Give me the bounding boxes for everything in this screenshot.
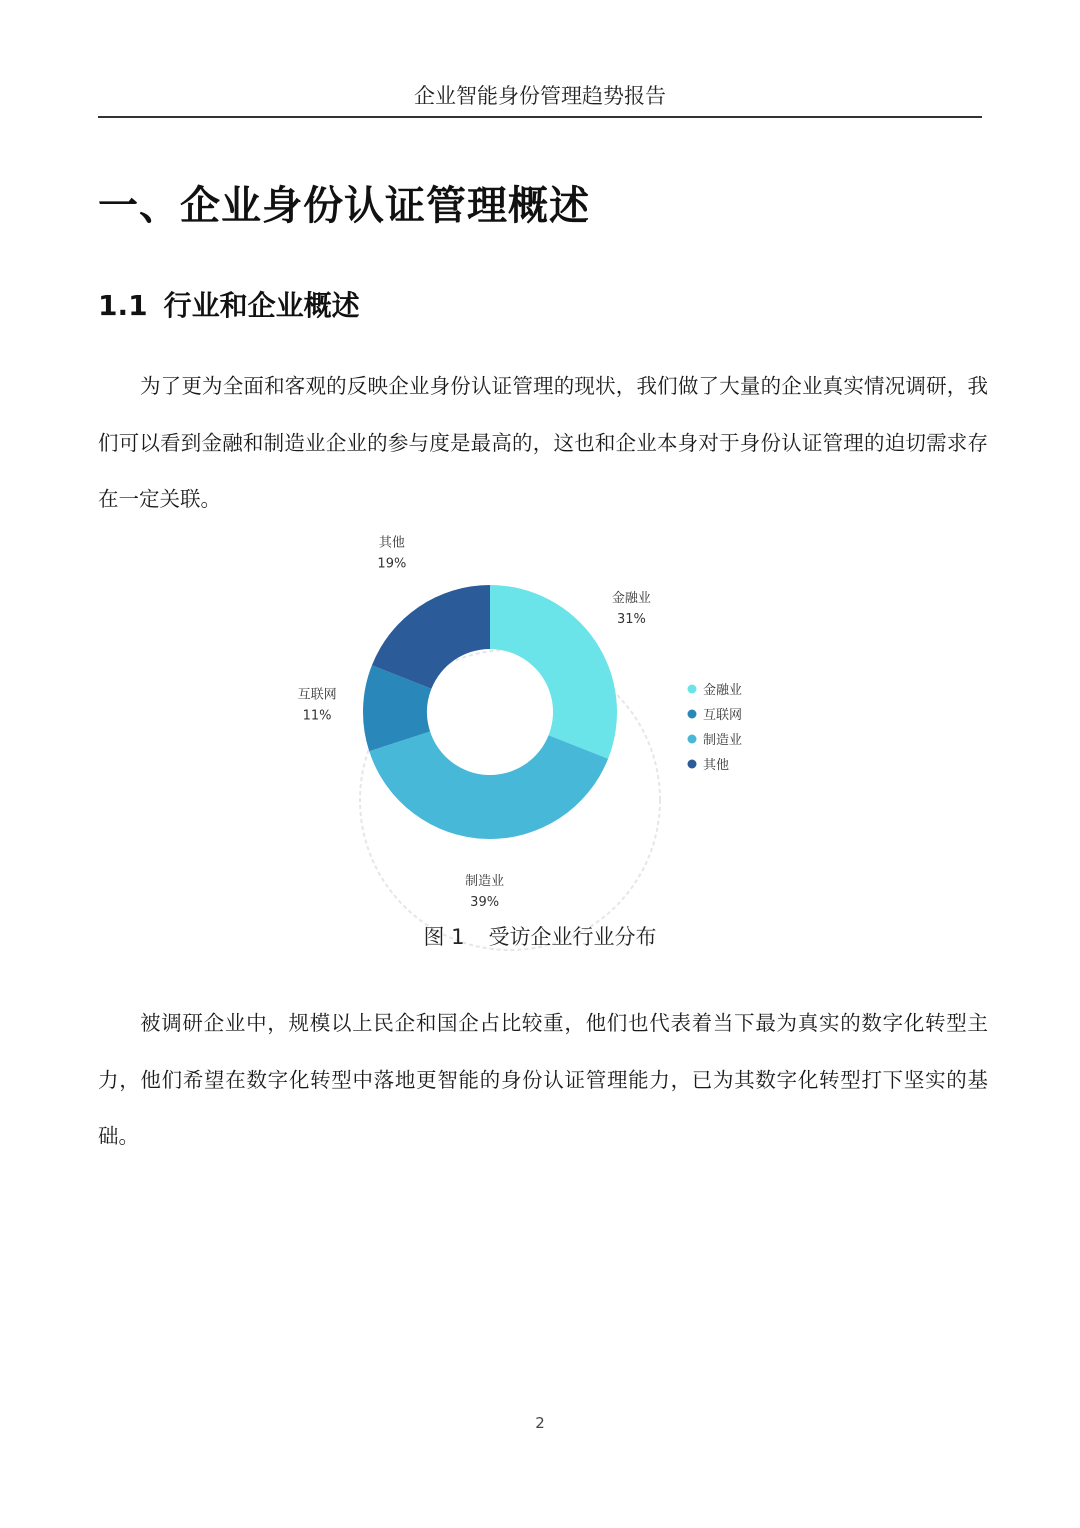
- slice-label-category: 制造业: [465, 873, 505, 889]
- paragraph-respondents: 被调研企业中，规模以上民企和国企占比较重，他们也代表着当下最为真实的数字化转型主力，他们希望在数字化转型中落地更智能的身份认证管理能力，已为其数字化转型打下坚实的基础。: [98, 1011, 988, 1148]
- legend-marker: [688, 685, 697, 694]
- subsection-heading: [98, 284, 360, 328]
- subsection-title: 行业和企业概述: [163, 289, 360, 322]
- running-header: 企业智能身份管理趋势报告: [414, 84, 666, 108]
- legend-label: 金融业: [703, 683, 743, 698]
- legend-label: 其他: [703, 758, 730, 773]
- figure-caption-text: 受访企业行业分布: [488, 925, 657, 949]
- legend-marker: [688, 735, 697, 744]
- header-rule: [98, 116, 982, 118]
- slice-label-category: 互联网: [297, 687, 337, 703]
- figure-number: 图 1: [423, 925, 465, 949]
- subsection-number: 1.1: [98, 289, 148, 322]
- slice-label-category: 其他: [378, 535, 405, 551]
- paragraph-intro: 为了更为全面和客观的反映企业身份认证管理的现状，我们做了大量的企业真实情况调研，我们可以看到金融和制造业企业的参与度是最高的，这也和企业本身对于身份认证管理的迫切需求存在一定关联。: [98, 374, 988, 511]
- donut-slice-1: [490, 585, 617, 759]
- legend-label: 互联网: [703, 708, 743, 723]
- donut-svg: [290, 535, 790, 910]
- legend-marker: [688, 760, 697, 769]
- slice-label-value: 39%: [470, 894, 500, 910]
- slice-label-value: 31%: [616, 611, 646, 627]
- legend-label: 制造业: [703, 733, 743, 748]
- figure-caption: [98, 920, 982, 954]
- legend-marker: [688, 710, 697, 719]
- slice-label-category: 金融业: [611, 590, 651, 606]
- section-heading: 一、企业身份认证管理概述: [98, 183, 590, 229]
- slice-label-value: 19%: [377, 556, 407, 572]
- donut-slice-2: [369, 731, 608, 839]
- slice-label-value: 11%: [302, 708, 332, 724]
- industry-donut-chart: [290, 535, 790, 910]
- page-number: 2: [535, 1414, 545, 1432]
